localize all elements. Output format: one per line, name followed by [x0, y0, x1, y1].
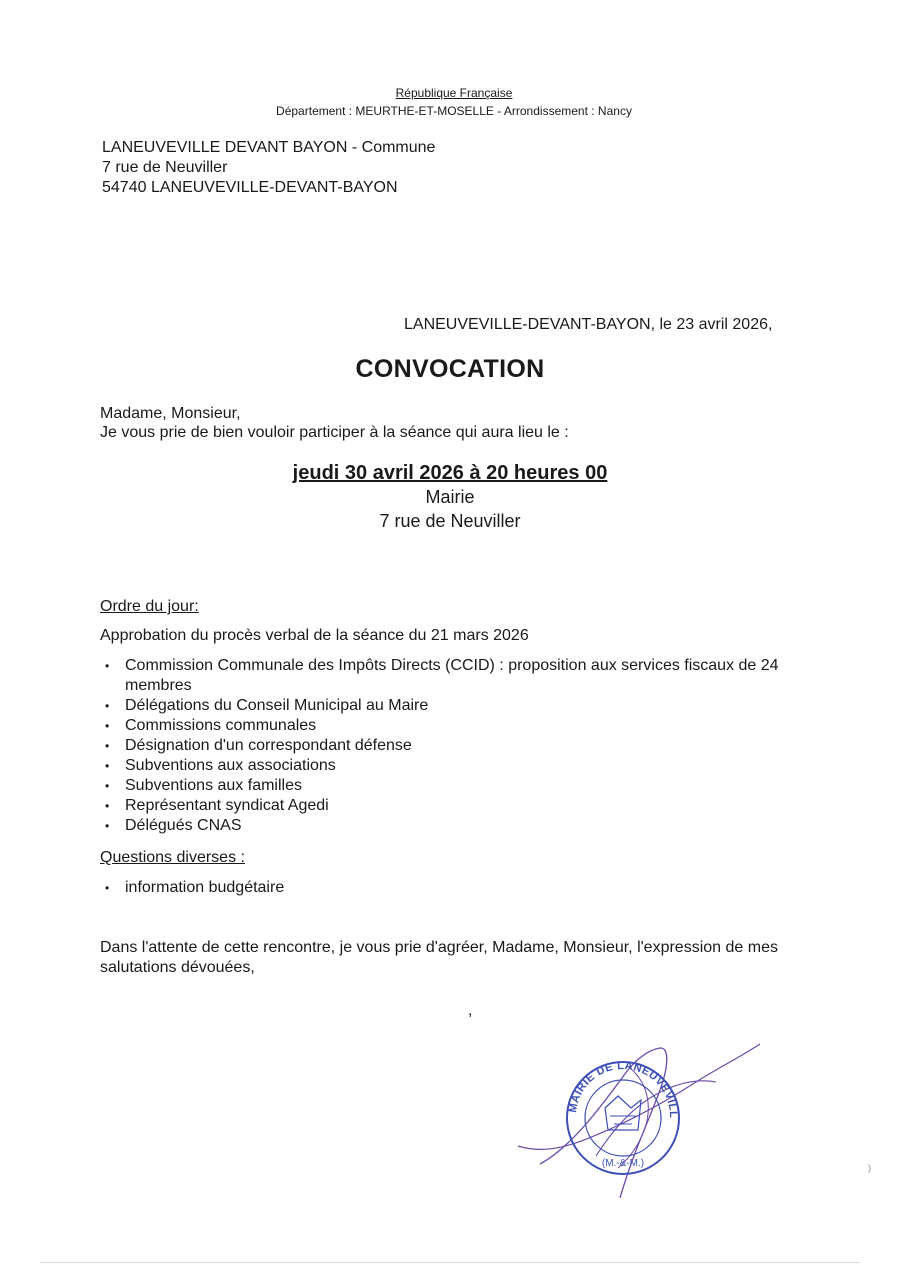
bullet-icon: • [105, 699, 110, 713]
list-item [100, 696, 820, 716]
bullet-icon: • [105, 759, 110, 773]
salutation: Madame, Monsieur, [100, 405, 241, 422]
agenda-list [100, 656, 820, 836]
stray-comma: , [468, 1002, 473, 1019]
bullet-icon: • [105, 739, 110, 753]
stamp-inner-text: (M.-&-M.) [601, 1158, 645, 1169]
agenda-item-text: Commission Communale des Impôts Directs (CCID) : proposition aux services fiscaux de 24 membres [125, 657, 779, 694]
bullet-icon: • [105, 659, 110, 673]
agenda-item-text: Représentant syndicat Agedi [125, 797, 329, 814]
bullet-icon: • [105, 719, 110, 733]
list-item [100, 656, 820, 696]
stamp-icon [510, 1038, 780, 1208]
agenda-item-text: Subventions aux associations [125, 757, 336, 774]
bullet-icon: • [105, 881, 110, 895]
republic-heading: République Française [395, 86, 513, 100]
agenda-item-text: Délégations du Conseil Municipal au Maire [125, 697, 429, 714]
meeting-venue: Mairie [425, 487, 475, 507]
sender-city: 54740 LANEUVEVILLE-DEVANT-BAYON [102, 179, 398, 196]
stamp-outer-text: MAIRIE DE LANEUVEVILL [566, 1059, 680, 1119]
agenda-item-text: Commissions communales [125, 717, 317, 734]
list-item [100, 878, 820, 898]
list-item [100, 736, 820, 756]
bullet-icon: • [105, 819, 110, 833]
greeting-block [100, 404, 569, 442]
page-bottom-rule [40, 1262, 860, 1263]
bullet-icon: • [105, 799, 110, 813]
agenda-item-text: Délégués CNAS [125, 817, 242, 834]
misc-questions-label: Questions diverses : [100, 849, 245, 866]
agenda-item-text: Désignation d'un correspondant défense [125, 737, 412, 754]
meeting-block [0, 461, 900, 533]
department-line: Département : MEURTHE-ET-MOSELLE - Arrondissement : Nancy [276, 104, 632, 118]
meeting-date-time: jeudi 30 avril 2026 à 20 heures 00 [292, 462, 608, 484]
sender-name: LANEUVEVILLE DEVANT BAYON - Commune [102, 139, 436, 156]
invitation-text: Je vous prie de bien vouloir participer à la séance qui aura lieu le : [100, 424, 569, 441]
agenda-label: Ordre du jour: [100, 598, 199, 615]
closing-paragraph: Dans l'attente de cette rencontre, je vous prie d'agréer, Madame, Monsieur, l'expression de mes salutations dévouées, [100, 939, 778, 976]
place-date: LANEUVEVILLE-DEVANT-BAYON, le 23 avril 2026, [404, 316, 773, 333]
sender-block [102, 138, 435, 198]
mayor-stamp-signature [510, 1038, 780, 1208]
list-item [100, 716, 820, 736]
misc-item-text: information budgétaire [125, 879, 285, 896]
list-item [100, 756, 820, 776]
list-item [100, 776, 820, 796]
document-title: CONVOCATION [355, 355, 545, 383]
meeting-address: 7 rue de Neuviller [379, 511, 521, 531]
sender-street: 7 rue de Neuviller [102, 159, 228, 176]
bullet-icon: • [105, 779, 110, 793]
list-item [100, 796, 820, 816]
margin-mark: ) [868, 1163, 871, 1173]
misc-questions-list [100, 878, 820, 898]
agenda-approval: Approbation du procès verbal de la séance du 21 mars 2026 [100, 627, 529, 644]
agenda-item-text: Subventions aux familles [125, 777, 302, 794]
list-item [100, 816, 820, 836]
